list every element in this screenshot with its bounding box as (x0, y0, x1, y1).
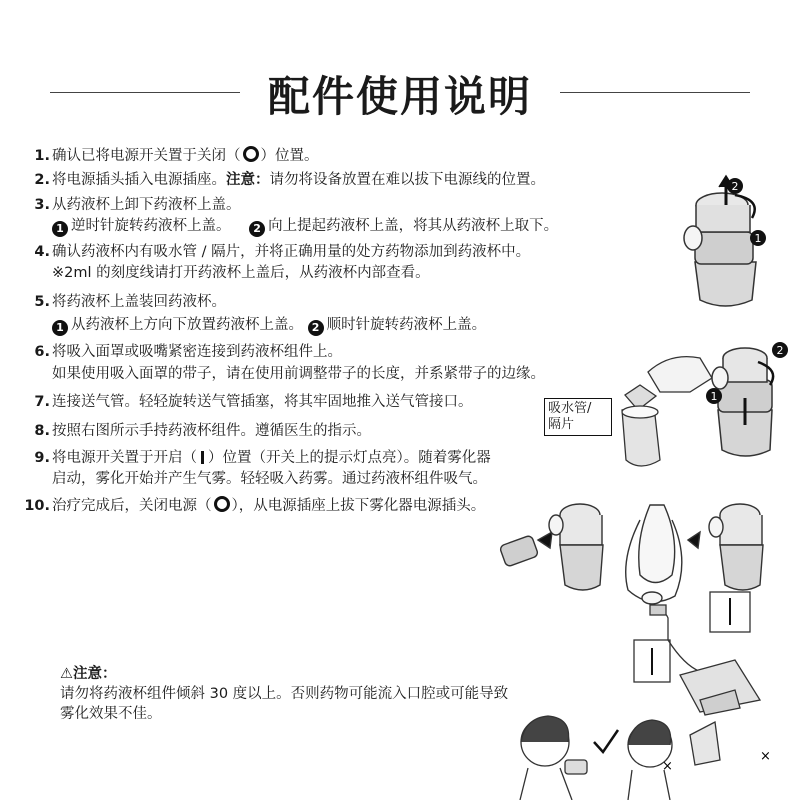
step-text: 启动，雾化开始并产生气雾。轻轻吸入药雾。通过药液杯组件吸气。 (52, 471, 487, 487)
svg-text:2: 2 (776, 344, 784, 357)
mouthpiece-attach-illustration (499, 504, 603, 590)
caution-block (60, 664, 508, 724)
step-number: 6. (34, 344, 50, 360)
step-text: 将吸入面罩或吸嘴紧密连接到药液杯组件上。 (52, 344, 342, 360)
caution-text: 雾化效果不佳。 (60, 706, 162, 722)
step-number: 7. (34, 394, 50, 410)
child-correct-posture-illustration (520, 716, 587, 800)
step-note: ※2ml 的刻度线请打开药液杯上盖后，从药液杯内部查看。 (52, 265, 430, 281)
page-title-text: 配件使用说明 (254, 72, 546, 121)
step-number: 5. (34, 294, 50, 310)
step-marker-icon: 2 (308, 320, 324, 336)
step-number: 2. (34, 172, 50, 188)
substep-text: 向上提起药液杯上盖，将其从药液杯上取下。 (268, 218, 559, 234)
child-incorrect-posture-illustration (628, 720, 720, 800)
check-mark-icon (594, 730, 618, 752)
cross-mark-icon: × (662, 759, 673, 774)
substep-text: 顺时针旋转药液杯上盖。 (326, 317, 487, 333)
step-marker-icon: 1 (52, 320, 68, 336)
step-text: 如果使用吸入面罩的带子，请在使用前调整带子的长度，并系紧带子的边缘。 (52, 366, 545, 382)
step-text: ）位置（开关上的提示灯点亮）。随着雾化器 (208, 450, 491, 466)
step-number: 4. (34, 244, 50, 260)
step-text: 确认药液杯内有吸水管 / 隔片，并将正确用量的处方药物添加到药液杯中。 (52, 244, 531, 260)
step-marker-label: 1 (754, 232, 762, 245)
step-text: ），从电源插座上拔下雾化器电源插头。 (231, 498, 486, 514)
step-marker-label: 2 (731, 180, 739, 193)
substep-text: 逆时针旋转药液杯上盖。 (71, 218, 231, 234)
cup-lid-illustration (712, 348, 773, 456)
label-line: 隔片 (548, 417, 575, 432)
step-text: 治疗完成后，关闭电源（ (52, 498, 212, 514)
step-marker-icon: 1 (52, 221, 68, 237)
step-text: ）位置。 (260, 148, 319, 164)
substep-text: 从药液杯上方向下放置药液杯上盖。 (71, 317, 303, 333)
step-text: 将电源插头插入电源插座。 (52, 172, 226, 188)
svg-text:1: 1 (710, 390, 718, 403)
air-tube-connection-illustration (634, 592, 760, 715)
mask-cup-illustration (688, 504, 763, 590)
step-text: 从药液杯上卸下药液杯上盖。 (52, 197, 241, 213)
step-text: 将电源开关置于开启（ (52, 450, 197, 466)
step-text: 请勿将设备放置在难以拔下电源线的位置。 (269, 172, 545, 188)
step-number: 3. (34, 197, 50, 213)
hand-pouring-illustration (622, 357, 712, 466)
step-marker-icon: 2 (249, 221, 265, 237)
suction-tube-label (544, 398, 612, 436)
note-label: 注意： (226, 172, 270, 188)
label-line: 吸水管/ (548, 401, 592, 416)
step-number: 10. (24, 498, 50, 514)
medication-cup-illustration (684, 176, 756, 306)
step-text: 将药液杯上盖装回药液杯。 (52, 294, 226, 310)
cross-mark-icon: × (760, 749, 771, 764)
warning-triangle-icon: ⚠ (60, 666, 73, 682)
step-number: 9. (34, 450, 50, 466)
step-text: 确认已将电源开关置于关闭（ (52, 148, 241, 164)
step-text: 按照右图所示手持药液杯组件。遵循医生的指示。 (52, 423, 371, 439)
caution-text: 请勿将药液杯组件倾斜 30 度以上。否则药物可能流入口腔或可能导致 (60, 686, 509, 702)
inhalation-mask-illustration (626, 505, 682, 604)
step-number: 1. (34, 148, 50, 164)
step-number: 8. (34, 423, 50, 439)
step-text: 连接送气管。轻轻旋转送气管插塞，将其牢固地推入送气管接口。 (52, 394, 473, 410)
caution-heading: 注意： (73, 666, 117, 682)
